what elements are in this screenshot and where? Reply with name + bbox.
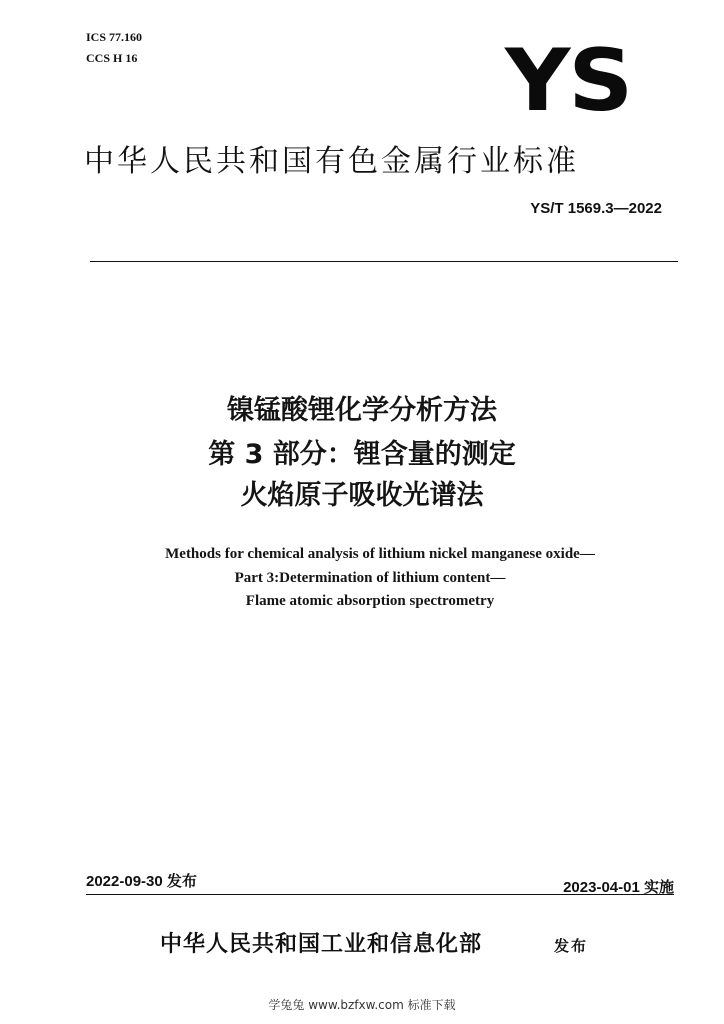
publish-date: 2022-09-30 发布 — [86, 873, 197, 890]
bottom-divider — [86, 894, 674, 895]
ics-code: ICS 77.160 — [86, 30, 143, 44]
english-title-line-2: Part 3:Determination of lithium content— — [234, 570, 506, 586]
download-watermark: 学兔兔 www.bzfxw.com 标准下载 — [268, 998, 456, 1012]
top-divider — [90, 261, 678, 262]
implementation-date: 2023-04-01 实施 — [563, 879, 674, 896]
english-title-line-1: Methods for chemical analysis of lithium nickel manganese oxide— — [165, 546, 595, 562]
chinese-title-line-3: 火焰原子吸收光谱法 — [240, 480, 484, 511]
chinese-title-line-1: 镍锰酸锂化学分析方法 — [227, 395, 497, 426]
industry-standard-title: 中华人民共和国有色金属行业标准 — [84, 144, 579, 179]
chinese-title-line-2: 第 3 部分：锂含量的测定 — [208, 439, 516, 470]
ys-logo: YS — [505, 31, 632, 131]
standard-number: YS/T 1569.3—2022 — [530, 200, 662, 217]
issuing-authority: 中华人民共和国工业和信息化部 — [160, 931, 483, 957]
ccs-code: CCS H 16 — [86, 51, 138, 65]
english-title-line-3: Flame atomic absorption spectrometry — [245, 593, 495, 609]
issue-label: 发布 — [554, 937, 589, 955]
